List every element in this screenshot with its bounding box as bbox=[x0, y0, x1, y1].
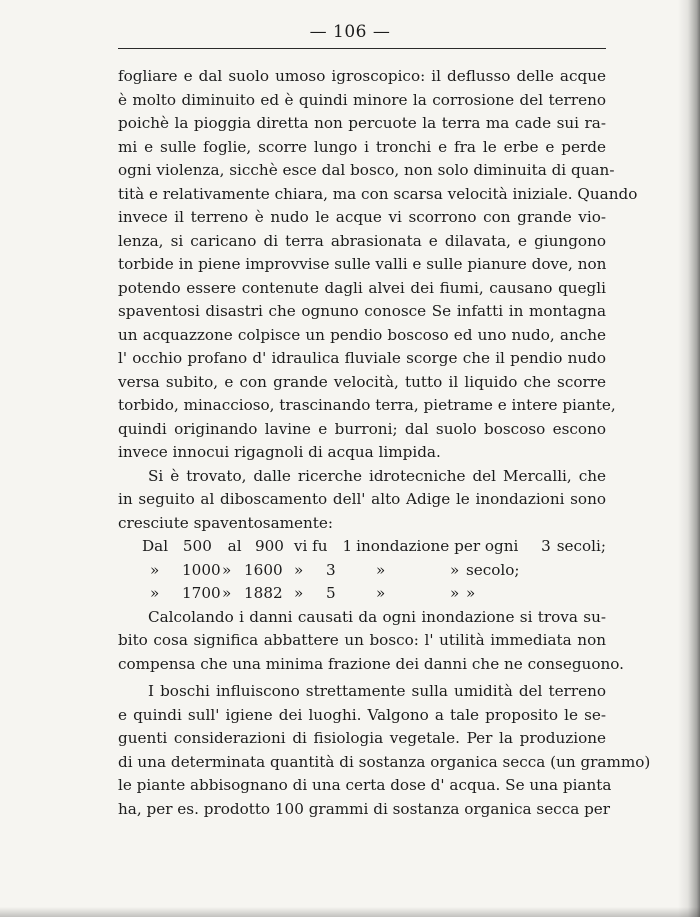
table-cell: » bbox=[450, 584, 460, 602]
table-cell: 3 bbox=[541, 537, 551, 555]
text-line: Si è trovato, dalle ricerche idrotecniche del Mercalli, che bbox=[148, 466, 606, 485]
paragraph-4 bbox=[118, 680, 651, 821]
text-line: invece innocui rigagnoli di acqua limpida. bbox=[118, 443, 441, 461]
table-cell: 5 bbox=[326, 584, 336, 602]
page-number: — 106 — bbox=[309, 22, 391, 42]
table-cell: Dal bbox=[142, 537, 169, 555]
table-cell: 1882 bbox=[244, 584, 283, 602]
paragraph-1 bbox=[118, 65, 638, 465]
text-line: e quindi sull' igiene dei luoghi. Valgono a tale proposito le se- bbox=[118, 705, 606, 724]
text-line: I boschi influiscono strettamente sulla umidità del terreno bbox=[148, 682, 606, 700]
table-row bbox=[118, 559, 606, 583]
table-cell: » bbox=[376, 584, 386, 602]
table-cell: 3 bbox=[326, 560, 336, 579]
text-line: un acquazzone colpisce un pendio boscoso ed uno nudo, anche bbox=[118, 325, 606, 344]
header-rule bbox=[118, 48, 606, 49]
table-cell: secoli; bbox=[556, 537, 606, 555]
table-cell: » bbox=[222, 560, 232, 579]
text-line: quindi originando lavine e burroni; dal suolo boscoso escono bbox=[118, 419, 606, 438]
text-line: cresciute spaventosamente: bbox=[118, 513, 334, 532]
table-cell: » bbox=[450, 560, 460, 579]
table-cell: al bbox=[227, 537, 242, 555]
text-line: potendo essere contenute dagli alvei dei fiumi, causano quegli bbox=[118, 278, 606, 297]
table-cell: 1700 bbox=[182, 584, 221, 602]
table-cell: » bbox=[294, 560, 304, 579]
text-line: ha, per es. prodotto 100 grammi di sostanza organica secca per bbox=[118, 799, 611, 818]
text-line: ogni violenza, sicchè esce dal bosco, non solo diminuita di quan- bbox=[118, 161, 615, 179]
table-cell: inondazione per ogni bbox=[356, 537, 519, 555]
text-line: l' occhio profano d' idraulica fluviale scorge che il pendio nudo bbox=[118, 349, 606, 367]
table-row bbox=[118, 535, 606, 559]
paragraph-3 bbox=[118, 606, 624, 677]
table-cell: 900 bbox=[254, 537, 284, 555]
text-line: Calcolando i danni causati da ogni inondazione si trova su- bbox=[148, 607, 606, 626]
text-line: è molto diminuito ed è quindi minore la corrosione del terreno bbox=[118, 90, 606, 109]
table-cell: » bbox=[150, 584, 160, 602]
table-cell: secolo; bbox=[466, 560, 520, 579]
table-cell: » bbox=[150, 560, 160, 579]
text-line: poichè la pioggia diretta non percuote la terra ma cade sui ra- bbox=[118, 114, 606, 132]
table-cell: » bbox=[294, 584, 304, 602]
table-cell: » bbox=[466, 584, 476, 602]
table-cell: 1 bbox=[342, 537, 353, 555]
text-line: invece il terreno è nudo le acque vi scorrono con grande vio- bbox=[118, 208, 606, 226]
text-line: guenti considerazioni di fisiologia vegetale. Per la produzione bbox=[118, 729, 606, 747]
text-line: bito cosa significa abbattere un bosco: l' utilità immediata non bbox=[118, 631, 606, 649]
text-line: compensa che una minima frazione dei danni che ne conseguono. bbox=[118, 654, 624, 673]
page-edge-shadow bbox=[678, 0, 700, 917]
table-cell: » bbox=[376, 560, 386, 579]
text-line: lenza, si caricano di terra abrasionata e dilavata, e giungono bbox=[118, 231, 606, 250]
text-line: torbide in piene improvvise sulle valli e sulle pianure dove, non bbox=[118, 255, 607, 273]
text-line: mi e sulle foglie, scorre lungo i tronchi e fra le erbe e perde bbox=[118, 137, 606, 156]
text-line: spaventosi disastri che ognuno conosce Se infatti in montagna bbox=[118, 302, 606, 320]
text-line: tità e relativamente chiara, ma con scarsa velocità iniziale. Quando bbox=[118, 184, 638, 203]
body-text bbox=[118, 65, 651, 821]
table-cell: 1000 bbox=[182, 560, 221, 579]
text-line: le piante abbisognano di una certa dose d' acqua. Se una pianta bbox=[118, 776, 612, 794]
paragraph-2 bbox=[118, 465, 606, 536]
table-row bbox=[118, 582, 606, 606]
page-bottom-shadow bbox=[0, 907, 700, 917]
text-line: versa subito, e con grande velocità, tutto il liquido che scorre bbox=[118, 372, 606, 391]
text-line: torbido, minaccioso, trascinando terra, pietrame e intere piante, bbox=[118, 396, 616, 414]
table-cell: » bbox=[222, 584, 232, 602]
text-line: fogliare e dal suolo umoso igroscopico: il deflusso delle acque bbox=[118, 67, 606, 85]
table-cell: vi fu bbox=[293, 537, 328, 555]
table-cell: 1600 bbox=[244, 560, 283, 579]
flood-table bbox=[118, 535, 606, 606]
text-line: in seguito al diboscamento dell' alto Adige le inondazioni sono bbox=[118, 490, 606, 508]
text-line: di una determinata quantità di sostanza organica secca (un grammo) bbox=[118, 752, 651, 771]
table-cell: 500 bbox=[182, 537, 212, 555]
